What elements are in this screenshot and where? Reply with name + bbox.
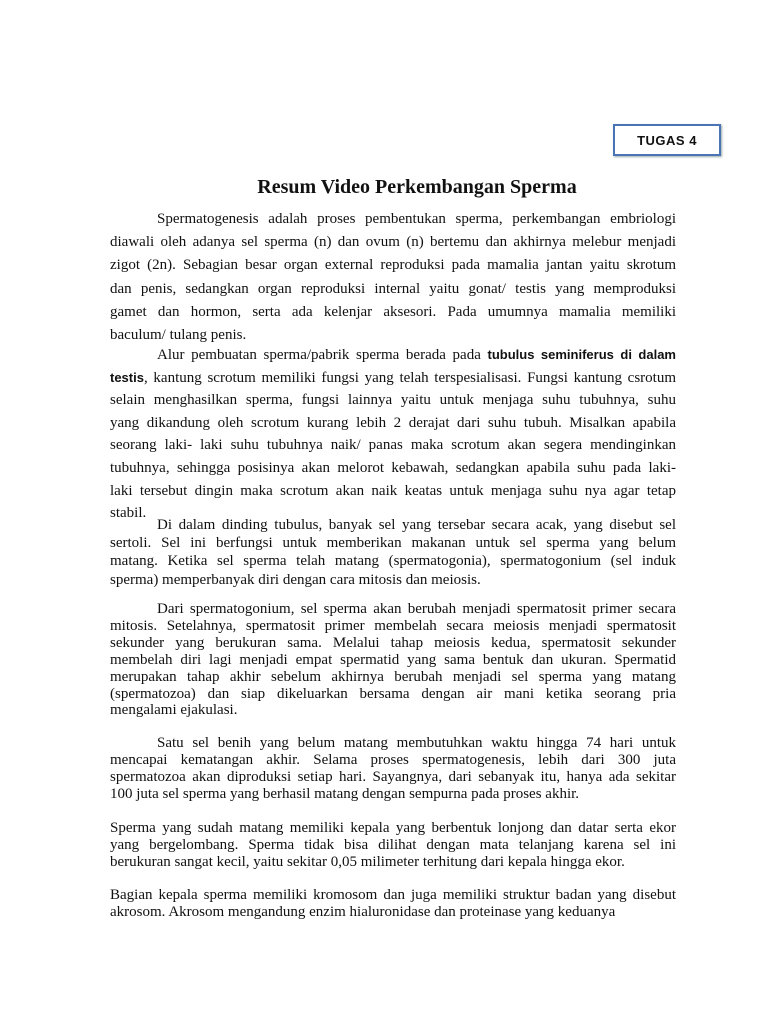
paragraph-line: mencapai kematangan akhir. Selama proses spermatogenesis, lebih dari 300 juta <box>110 752 676 768</box>
paragraph-line: spermatozoa akan diproduksi setiap hari. Sayangnya, dari sebanyak itu, hanya ada sekitar <box>110 769 676 785</box>
paragraph-line: dan penis, sedangkan organ reproduksi internal yaitu gonat/ testis yang memproduksi <box>110 280 676 297</box>
paragraph-line: stabil. <box>110 505 147 522</box>
paragraph-line: (spermatozoa) dan siap dikeluarkan bersama dengan air mani ketika seorang pria <box>110 685 676 702</box>
paragraph-line: Bagian kepala sperma memiliki kromosom dan juga memiliki struktur badan yang disebut <box>110 887 676 903</box>
paragraph-line: seorang laki- laki suhu tubuhnya naik/ panas maka scrotum akan segera mendinginkan <box>110 437 676 454</box>
paragraph-line: sekunder yang berukuran sama. Melalui tahap meiosis kedua, spermatosit sekunder <box>110 634 676 651</box>
paragraph-line: matang. Ketika sel sperma telah matang (spermatogonia), spermatogonium (sel induk <box>110 553 676 570</box>
bold-term: testis <box>110 369 144 385</box>
paragraph-3 <box>110 516 676 589</box>
paragraph-line: Spermatogenesis adalah proses pembentukan sperma, perkembangan embriologi <box>157 211 676 227</box>
paragraph-line: diawali oleh adanya sel sperma (n) dan ovum (n) bertemu dan akhirnya melebur menjadi <box>110 234 676 251</box>
paragraph-line: 100 juta sel sperma yang berhasil matang dengan sempurna pada proses akhir. <box>110 786 580 802</box>
bold-term: tubulus seminiferus di dalam <box>487 347 676 362</box>
paragraph-line: membelah diri lagi menjadi empat spermatid yang sama bentuk dan ukuran. Spermatid <box>110 651 676 668</box>
paragraph-line: mitosis. Setelahnya, spermatosit primer membelah secara meiosis menjadi spermatosit <box>110 617 676 634</box>
text: , kantung scrotum memiliki fungsi yang telah terspesialisasi. Fungsi kantung csrotum <box>143 369 676 386</box>
paragraph-line: sertoli. Sel ini berfungsi untuk memberikan makanan untuk sel sperma yang belum <box>110 535 676 552</box>
paragraph-line: laki tersebut dingin maka scrotum akan naik keatas untuk menjaga suhu nya agar tetap <box>110 482 676 499</box>
paragraph-line: sperma) memperbanyak diri dengan cara mitosis dan meiosis. <box>110 571 481 588</box>
paragraph-1 <box>110 208 676 347</box>
paragraph-line: gamet dan hormon, serta ada kelenjar aksesori. Pada umumnya mamalia memiliki <box>110 303 676 320</box>
paragraph-line: yang bergelombang. Sperma tidak bisa dilihat dengan mata telanjang karena sel ini <box>110 837 676 853</box>
paragraph-line: merupakan tahap akhir sebelum akhirnya berubah menjadi sel sperma yang matang <box>110 668 676 685</box>
paragraph-line: Sperma yang sudah matang memiliki kepala yang berbentuk lonjong dan datar serta ekor <box>110 820 676 836</box>
paragraph-line: selain menghasilkan sperma, fungsi lainnya yaitu untuk menjaga suhu tubuhnya, suhu <box>110 392 676 409</box>
paragraph-line: mengalami ejakulasi. <box>110 702 238 719</box>
document-title: Resum Video Perkembangan Sperma <box>257 176 577 198</box>
paragraph-line: tubuhnya, sehingga posisinya akan melorot kebawah, sedangkan apabila suhu pada laki- <box>110 459 676 476</box>
paragraph-line: baculum/ tulang penis. <box>110 327 247 344</box>
paragraph-line: akrosom. Akrosom mengandung enzim hialuronidase dan proteinase yang keduanya <box>110 904 616 920</box>
paragraph-line: berukuran sangat kecil, yaitu sekitar 0,05 milimeter terhitung dari kepala hingga ekor. <box>110 854 625 870</box>
paragraph-5 <box>110 735 676 803</box>
paragraph-line: Di dalam dinding tubulus, banyak sel yang tersebar secara acak, yang disebut sel <box>157 517 676 533</box>
paragraph-line: Dari spermatogonium, sel sperma akan berubah menjadi spermatosit primer secara <box>157 601 676 617</box>
paragraph-2 <box>110 344 676 525</box>
paragraph-line: yang dikandung oleh scrotum kurang lebih 2 derajat dari suhu tubuh. Misalkan apabila <box>110 414 676 431</box>
text: Alur pembuatan sperma/pabrik sperma berada pada <box>157 347 488 363</box>
paragraph-line <box>110 344 676 367</box>
paragraph-line: Satu sel benih yang belum matang membutuhkan waktu hingga 74 hari untuk <box>157 735 676 751</box>
paragraph-4 <box>110 601 676 719</box>
paragraph-7 <box>110 887 676 921</box>
paragraph-line: zigot (2n). Sebagian besar organ external reproduksi pada mamalia jantan yaitu skrotum <box>110 257 676 274</box>
paragraph-line <box>110 367 676 390</box>
assignment-tag: TUGAS 4 <box>613 124 721 156</box>
paragraph-6 <box>110 820 676 871</box>
